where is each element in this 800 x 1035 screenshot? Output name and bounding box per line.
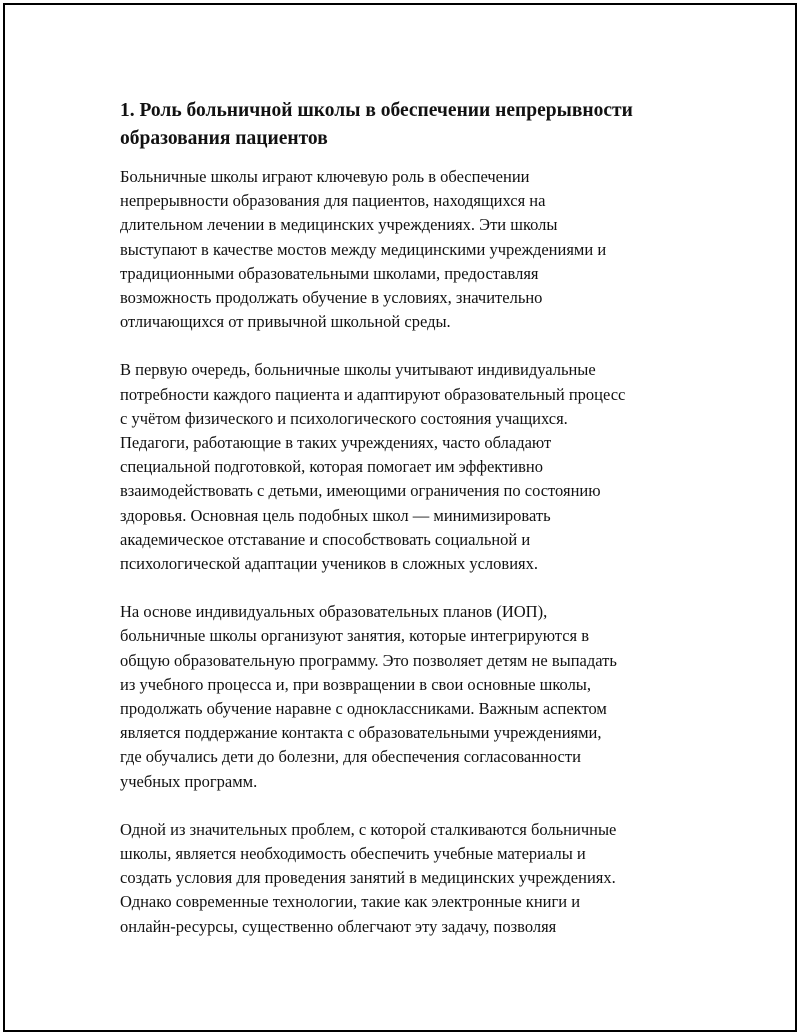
text-line: учебных программ. [120,771,258,791]
text-line: В первую очередь, больничные школы учитывают индивидуальные [120,360,596,380]
text-line: возможность продолжать обучение в условиях, значительно [120,288,543,308]
paragraph-4 [120,818,700,939]
text-line: Больничные школы играют ключевую роль в обеспечении [120,167,530,186]
heading-line: 1. Роль больничной школы в обеспечении непрерывности [120,100,633,121]
paragraph-2 [120,358,700,576]
text-line: Одной из значительных проблем, с которой сталкиваются больничные [120,819,617,839]
text-line: больничные школы организуют занятия, которые интегрируются в [120,626,590,646]
text-line: потребности каждого пациента и адаптируют образовательный процесс [120,384,626,404]
text-line: создать условия для проведения занятий в медицинских учреждениях. [120,868,616,888]
heading-line: образования пациентов [120,128,328,149]
text-line: школы, является необходимость обеспечить учебные материалы и [120,844,586,864]
text-line: психологической адаптации учеников в сложных условиях. [120,554,538,574]
text-line: из учебного процесса и, при возвращении в свои основные школы, [120,674,592,694]
text-line: с учётом физического и психологического состояния учащихся. [120,408,568,428]
text-line: длительном лечении в медицинских учреждениях. Эти школы [120,215,558,235]
section-heading [120,97,700,153]
paragraph-3 [120,600,700,794]
text-line: выступают в качестве мостов между медицинскими учреждениями и [120,239,607,259]
text-line: непрерывности образования для пациентов, находящихся на [120,191,546,211]
text-line: традиционными образовательными школами, предоставляя [120,263,539,283]
text-line: является поддержание контакта с образовательными учреждениями, [120,723,602,743]
text-line: специальной подготовкой, которая помогает им эффективно [120,457,543,477]
text-line: Однако современные технологии, такие как электронные книги и [120,892,581,912]
text-line: На основе индивидуальных образовательных планов (ИОП), [120,602,548,622]
text-line: где обучались дети до болезни, для обеспечения согласованности [120,747,581,767]
text-line: академическое отставание и способствовать социальной и [120,529,531,549]
text-line: продолжать обучение наравне с одноклассниками. Важным аспектом [120,699,607,719]
text-line: здоровья. Основная цель подобных школ — минимизировать [120,505,551,525]
text-line: отличающихся от привычной школьной среды. [120,312,451,332]
text-line: общую образовательную программу. Это позволяет детям не выпадать [120,650,617,670]
text-line: онлайн-ресурсы, существенно облегчают эту задачу, позволяя [120,916,557,936]
text-line: Педагоги, работающие в таких учреждениях, часто обладают [120,433,552,453]
page-frame [3,3,797,1032]
paragraph-1 [120,165,700,334]
document-body [120,97,700,963]
text-line: взаимодействовать с детьми, имеющими ограничения по состоянию [120,481,601,501]
